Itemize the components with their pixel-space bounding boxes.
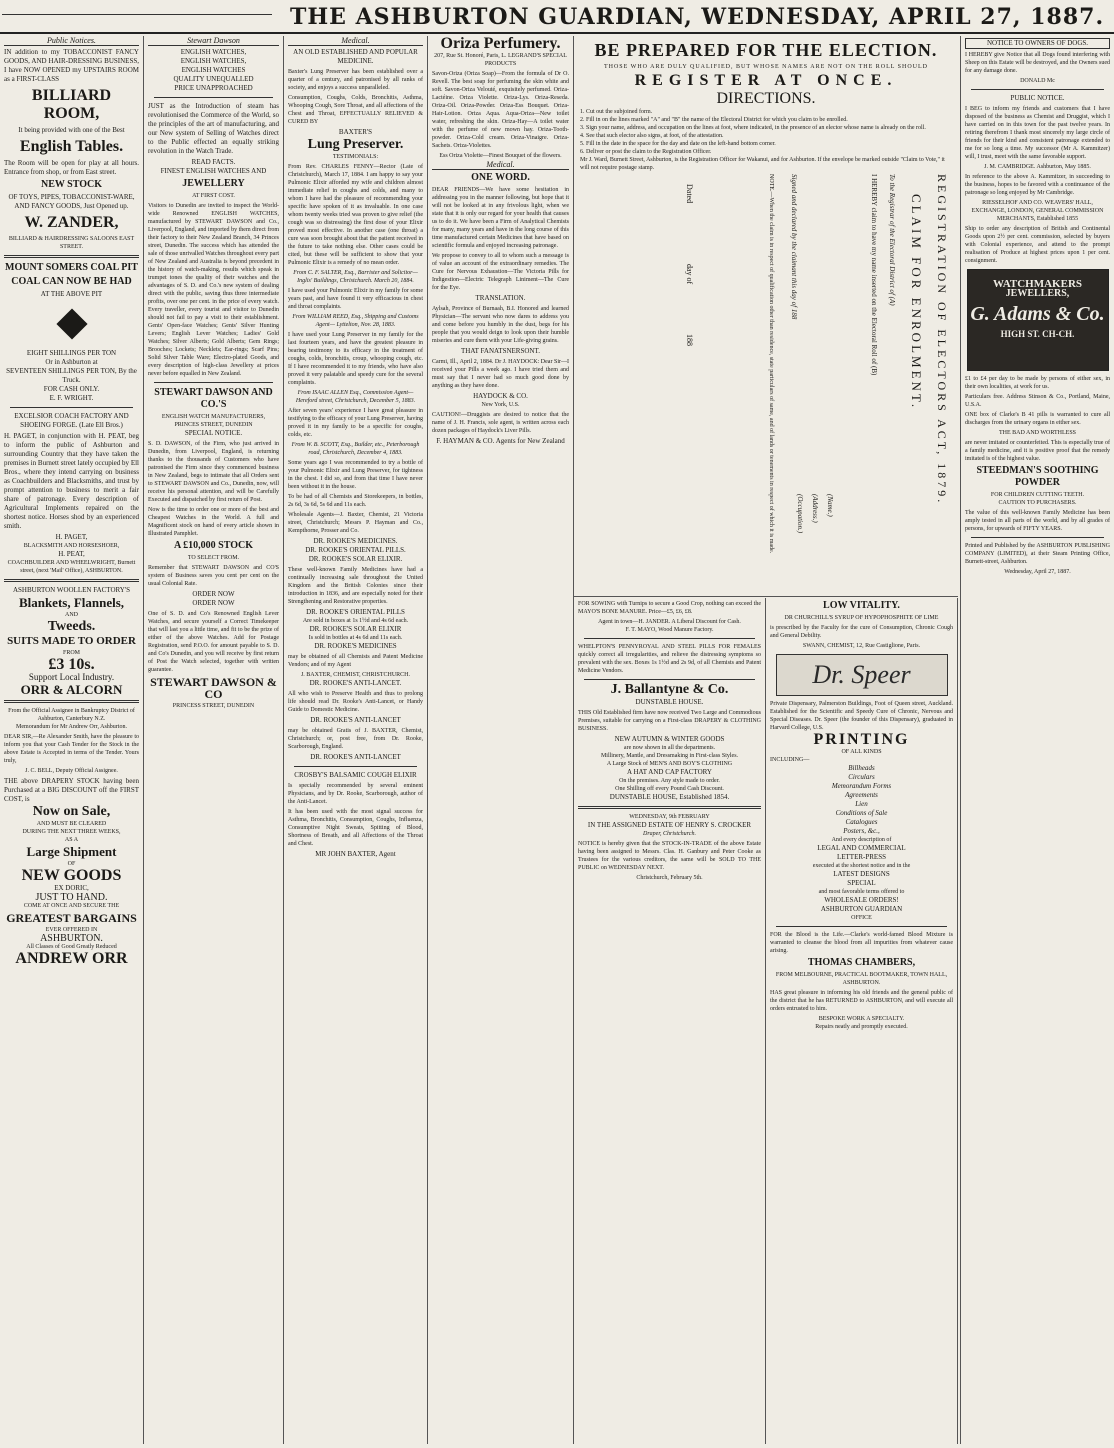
estate-heading: IN THE ASSIGNED ESTATE OF HENRY S. CROCKER	[587, 821, 752, 829]
rooke-heading: DR. ROOKE'S MEDICINES.	[313, 537, 398, 545]
ex-doric: EX DORIC,	[54, 884, 89, 892]
note-line: NOTE.—When the claim is in respect of qualification other than residence, state particulars of same, and of lands or tenements in respect of which it is made.	[768, 174, 774, 554]
stewart-dawson-footer: STEWART DAWSON & CO	[150, 675, 277, 701]
divider	[4, 700, 139, 703]
zander-name: W. ZANDER,	[24, 214, 119, 231]
election-block	[574, 36, 958, 597]
coal-heading: MOUNT SOMERS COAL PIT	[5, 262, 138, 273]
dr-speer-logo: Dr. Speer	[776, 654, 948, 696]
public-notice: PUBLIC NOTICE.	[1010, 94, 1065, 102]
tables-body: The Room will be open for play at all hours. Entrance from shop, or from East street.	[4, 159, 139, 176]
day-of-label: day of	[685, 264, 694, 285]
testimonial-sig: From WILLIAM REED, Esq., Shipping and Customs Agent— Lyttelton, Nov. 28, 1883.	[292, 314, 419, 328]
crosby-sig: MR JOHN BAXTER, Agent	[315, 850, 396, 858]
assignee-memo: Memorandum for Mr Andrew Orr, Ashburton.	[16, 724, 127, 730]
stock-heading: NEW STOCK	[40, 179, 103, 190]
print-item: Conditions of Sale	[835, 809, 888, 817]
print-item: Lien	[855, 800, 868, 808]
oriza-body: Savon-Oriza (Oriza Soap)—From the formula of Dr O. Revell. The best soap for perfuming the skin white and soft. Savon-Oriza Velouté, exquisitely perfumed. Oriza-Lactéine. Oriza Violette. Oriza-Lys. Oriza-Reseda. Oriza-Oil. Oriza-Powder. Oriza-Ess Bouquet. Oriza-Hair-Lotion. Oriza Aqua. Aqua-Oriza—New toilet water, refreshing the skin. Oriza-Hay—A toilet water with the perfume of new mown hay. Oriza-Tooth-powder. Oriza-Cold cream. Oriza-Vinaigre. Oriza-Sachets. Oriza-Violettes.	[432, 71, 569, 149]
coach-sig: COACHBUILDER AND WHEELWRIGHT, Burnett street, (next 'Mail' Office), ASHBURTON.	[7, 560, 136, 574]
divider	[4, 255, 139, 258]
factory-sub: ENGLISH WATCH MANUFACTURERS,	[161, 414, 266, 420]
print-line: executed at the shortest notice and in the	[812, 863, 911, 869]
logo-line: JEWELLERS,	[1005, 288, 1070, 299]
signed-line: Signed and declared by the claimant this day of 188	[790, 174, 798, 320]
as-a-label: AS A	[64, 837, 79, 843]
dogs-sig: DONALD Mc	[1020, 78, 1055, 84]
billiard-heading: BILLIARD ROOM,	[31, 87, 112, 122]
old-medicine-heading: AN OLD ESTABLISHED AND POPULAR MEDICINE.	[293, 48, 418, 65]
rooke-elixir-price: Is sold in bottles at 4s 6d and 11s each.	[308, 635, 403, 641]
cambridge-body: I BEG to inform my friends and customers that I have disposed of the business as Chemist and Druggist, which I have carried on in this town for the past twelve years. In retiring therefrom I thank most sincerely my large circle of friends for their kind and consistent patronage extended to me for so long a time. My successor (Mr A. Kammitzer) will, I trust, meet with the same favorable support.	[965, 106, 1110, 160]
ever-offered: EVER OFFERED IN	[45, 927, 98, 933]
testimonial: After seven years' experience I have great pleasure in testifying to the efficacy of your Lung Preserver, having proved it in my family to be a specific for coughs, colds, etc.	[288, 408, 423, 438]
cash-discount: One Shilling off every Pound Cash Discount.	[615, 786, 724, 792]
select-from: TO SELECT FROM.	[187, 555, 240, 561]
election-title: BE PREPARED FOR THE ELECTION.	[594, 40, 938, 60]
directions-heading: DIRECTIONS.	[716, 90, 816, 107]
print-item: Billheads	[848, 764, 875, 772]
earn-body: Particulars free. Address Stinson & Co., Portland, Maine, U.S.A.	[965, 394, 1110, 408]
section-label: Public Notices.	[4, 36, 139, 46]
dogs-body: I HEREBY give Notice that all Dogs found interfering with Sheep on this Estate will be destroyed, and the Owners sued for any damage done.	[965, 52, 1110, 74]
billiard-sub: It being provided with one of the Best	[18, 126, 125, 134]
riesselhof-body: Ship to order any description of British and Continental Goods upon 2½ per cent. commission, selected by buyers with Colonial experience, and attend to the prompt realisation of Produce at highest prices upon 1 per cent. consignment.	[965, 226, 1110, 264]
coal-cash: FOR CASH ONLY.	[43, 385, 100, 393]
divider	[971, 89, 1104, 90]
coal-at-pit: AT THE ABOVE PIT	[40, 290, 103, 298]
remember-body: Remember that STEWART DAWSON and CO'S system of Business saves you cent per cent on the usual Colonial Rate.	[148, 565, 279, 587]
drapery-intro: THE above DRAPERY STOCK having been Purchased at a BIG DISCOUNT off the FIRST COST, is	[4, 777, 139, 803]
watches-body: Visitors to Dunedin are invited to inspect the World-wide Renowned ENGLISH WATCHES, manufactured by STEWART DAWSON and Co., Liverpool, England, and imported by them direct from their factory to their New Zealand Branch, 34 Princes street, Dunedin. The success which has attended the sale of those unrivalled Watches throughout every part of New Zealand and Australia is beyond precedent in the history of watch-making, results which speak in trumpet tones the quality of their watches and the advantages of S. D. and Co.'s new system of dealing direct with the public, saving thus three intermediate profits, over one per cent. in the price of every watch. Every traveller, every tourist and visitor to Dunedin should not fail to pay a visit to their establishment. Gents' Open-face Watches; Gents' Silver Hunting Levers; English Lever Watches; Ladies' Gold Watches; Silver Alberts; Gold Alberts; Gem Rings; Brooches; Lockets; Necklets; Ear-rings; Scarf Pins; Solid Silver Table Ware; Electro-plated Goods, and every description of high-class Jewellery at prices never before equalled in New Zealand.	[148, 203, 279, 377]
anti-lancet-2: DR. ROOKE'S ANTI-LANCET	[310, 716, 401, 724]
bad-heading: THE BAD AND WORTHLESS	[998, 430, 1077, 436]
estate-date: Christchurch, February 5th.	[636, 875, 703, 881]
testimonial-sig: From W. B. SCOTT, Esq., Builder, etc., Peterborough road, Christchurch, December 4, 1883.	[291, 442, 420, 456]
section-label: Stewart Dawson	[148, 36, 279, 46]
special-body: S. D. DAWSON, of the Firm, who just arrived in Dunedin, from Liverpool, England, is returning thanks to the thousands of Customers who have patronised the Firm since they commenced business in New Zealand, begs to intimate that all Orders sent to STEWART DAWSON and Co., Dunedin, now, will receive his personal attention, and will be Carefully Executed and dispatched by first return of Post.	[148, 441, 279, 503]
new-goods: NEW GOODS	[21, 867, 122, 884]
print-line: SPECIAL	[847, 879, 876, 887]
section-label: Medical.	[432, 160, 569, 170]
print-line: And every description of	[831, 837, 892, 843]
earn-ad: £1 to £4 per day to be made by persons of either sex, in their own localities, at work for us.	[965, 376, 1110, 390]
logo-line: G. Adams & Co.	[970, 303, 1105, 325]
bespoke: BESPOKE WORK A SPECIALTY.	[818, 1016, 905, 1022]
riesselhof-heading: RIESSELHOF AND CO. WEAVERS' HALL, EXCHANGE, LONDON, GENERAL COMMISSION MERCHANTS, Established 1855	[971, 200, 1104, 222]
testimonial: I have used your Pulmonic Elixir in my family for some years past, and have found it very efficacious in chest and throat complaints.	[288, 288, 423, 310]
coach-heading: EXCELSIOR COACH FACTORY AND SHOEING FORGE. (Late Ell Bros.)	[14, 412, 129, 429]
election-sub: THOSE WHO ARE DULY QUALIFIED, BUT WHOSE NAMES ARE NOT ON THE ROLL SHOULD	[603, 64, 929, 70]
print-item: Posters, &c.,	[843, 827, 880, 835]
claim-statement: I HEREBY claim to have my name inserted on the Electoral Roll of (B)	[870, 174, 878, 376]
testimonial-sig: From ISAAC ALLEN Esq., Commission Agent— Hereford street, Christchurch, December 5, 1883.	[295, 390, 416, 404]
ballantyne-heading: J. Ballantyne & Co.	[610, 682, 729, 697]
large-shipment: Large Shipment	[26, 844, 117, 859]
divider	[10, 407, 133, 408]
finest-heading: FINEST ENGLISH WATCHES AND	[160, 167, 267, 175]
clarke-ad: FOR the Blood is the Life.—Clarke's world-famed Blood Mixture is warranted to cleanse the blood from all impurities from whatever cause arising.	[770, 932, 953, 954]
price-line: PRICE UNAPPROACHED	[174, 84, 253, 92]
churchill-body: is prescribed by the Faculty for the cure of Consumption, Chronic Cough and General Debility.	[770, 625, 953, 639]
direction: 4. See that such elector also signs, at foot, of the attestation.	[580, 133, 724, 139]
stockists: To be had of all Chemists and Storekeepers, in bottles, 2s 6d, 3s 6d, 5s 6d and 11s each.	[288, 494, 423, 508]
directions-list	[574, 108, 958, 172]
dunstable-established: DUNSTABLE HOUSE, Established 1854.	[609, 793, 730, 801]
claim-title: CLAIM FOR ENROLMENT.	[909, 194, 924, 411]
watches-intro: JUST as the Introduction of steam has revolutionised the Commerce of the World, so the principles of the art of manufacturing, and our New system of Selling of Watches direct to the Public effected an equally striking revolution in the Watch Trade.	[148, 102, 279, 155]
register-heading: REGISTER AT ONCE.	[634, 72, 898, 89]
coach-sig: H. PAGET,	[55, 533, 88, 541]
suits-heading: SUITS MADE TO ORDER	[7, 635, 136, 647]
address-field-label: (Address.)	[811, 494, 819, 523]
factory-address: PRINCES STREET, DUNEDIN	[174, 422, 253, 428]
stock-heading: A £10,000 STOCK	[174, 540, 253, 551]
special-heading: SPECIAL NOTICE.	[184, 429, 243, 437]
factory-heading: STEWART DAWSON AND CO.'S	[154, 387, 273, 410]
and-label: AND	[65, 612, 78, 618]
name-field-label: (Name.)	[826, 494, 834, 517]
rooke-pills-2: DR. ROOKE'S ORIENTAL PILLS	[306, 608, 405, 616]
all-kinds: OF ALL KINDS	[841, 749, 882, 755]
quality-line: QUALITY UNEQUALLED	[173, 75, 254, 83]
direction: 5. Fill in the date in the space for the day and date on the left-hand bottom corner.	[580, 141, 776, 147]
including: INCLUDING—	[770, 757, 810, 763]
translation-body: Aylsah, Province of Burnaah, B.I. Honored and learned Physician—The servant who now dares to address you and come before you humbly in the dust, begs for his people that you would deign to look upon their humble miseries and cure them with your Life-giving grains.	[432, 306, 569, 344]
autumn-goods: NEW AUTUMN & WINTER GOODS	[614, 735, 725, 743]
crosby-body: Is specially recommended by several eminent Physicians, and by Dr. Rooke, Scarborough, author of the Anti-Lancet.	[288, 783, 423, 805]
column-3	[284, 36, 428, 1444]
orr-alcorn: ORR & ALCORN	[20, 682, 123, 697]
column-4	[428, 36, 574, 1444]
churchill-syrup: DR CHURCHILL'S SYRUP OF HYPOPHOSPHITE OF LIME	[784, 615, 939, 621]
diamond-ornament-icon	[56, 308, 87, 339]
first-cost: AT FIRST COST.	[192, 193, 235, 199]
lung-body: Baxter's Lung Preserver has been established over a quarter of a century, and patronised by all ranks of society, and enjoys a success unparalleled.	[288, 69, 423, 91]
masthead-title: THE ASHBURTON GUARDIAN, WEDNESDAY, APRIL 27, 1887.	[290, 4, 1105, 30]
estate-sub: Draper, Christchurch.	[643, 831, 696, 837]
read-facts: READ FACTS.	[191, 158, 236, 166]
divider	[584, 638, 755, 639]
adams-logo	[967, 269, 1109, 371]
translation-body-2: Carmi, Ill., April 2, 1884. Dr J. HAYDOCK: Dear Sir—I received your Pills a week ago. I have tried them and must say that I never had so much good done by anything as they have done.	[432, 359, 569, 389]
woollen-heading: ASHBURTON WOOLLEN FACTORY'S	[12, 586, 130, 594]
repairs: Repairs neatly and promptly executed.	[815, 1024, 908, 1030]
special-body-2: Now is the time to order one or more of the best and Cheapest Watches in the World. A full and Magnificent stock on hand of every article shown in Illustrated Pamphlet.	[148, 507, 279, 537]
coach-sig: BLACKSMITH AND HORSESHOER,	[23, 543, 120, 549]
rooke-medicines: DR. ROOKE'S MEDICINES	[314, 642, 397, 650]
classes-reduced: All Classes of Good Greatly Reduced	[26, 944, 117, 950]
now-on-sale: Now on Sale,	[32, 804, 111, 819]
rooke-elixir-2: DR. ROOKE'S SOLAR ELIXIR	[309, 625, 402, 633]
caution: CAUTION!—Druggists are desired to notice that the name of J. H. Francis, sole agent, is written across each dozen packages of Haydock's Liver Pills.	[432, 412, 569, 434]
coal-price: EIGHT SHILLINGS PER TON	[26, 349, 117, 357]
coal-sub: COAL CAN NOW BE HAD	[11, 276, 132, 287]
translation-heading: TRANSLATION.	[475, 294, 526, 302]
watches-line: ENGLISH WATCHES,	[180, 57, 247, 65]
hat-premises: On the premises. Any style made to order.	[619, 778, 720, 784]
logo-line: WATCHMAKERS	[992, 278, 1083, 290]
baxters: BAXTER'S	[338, 128, 373, 136]
watches-line: ENGLISH WATCHES	[181, 66, 246, 74]
coal-sig: E. F. WRIGHT.	[49, 394, 94, 402]
departments: are now shown in all the departments.	[623, 745, 716, 751]
haydock: HAYDOCK & CO.	[473, 392, 528, 400]
during-weeks: DURING THE NEXT THREE WEEKS,	[22, 829, 121, 835]
pills-ad: WHELPTON'S PENNYROYAL AND STEEL PILLS FOR FEMALES quickly correct all irregularities, and relieve the distressing symptoms so prevalent with the sex. Boxes 1s 1½d and 2s 9d, of all Chemists and Patent Medicine Vendors.	[578, 644, 761, 674]
testimonial-sig: From C. F. SALTER, Esq., Barrister and Solicitor— Inglis' Buildings, Christchurch. March 20, 1884.	[293, 270, 418, 284]
rooke-elixir: DR. ROOKE'S SOLAR ELIXIR.	[308, 555, 403, 563]
order-body: One of S. D. and Co's Renowned English Lever Watches, and secure yourself a Correct Timekeeper that will last you a little time, and fit to be the prize of either of the above Watches. Add for Postage Registration, send P.O.O. for amount payable to S. D. and Co's Dunedin, and you will receive by first return of Post the Watch selected, together with written guarantee.	[148, 611, 279, 673]
one-word-heading: ONE WORD.	[471, 172, 530, 183]
steedman-caution: CAUTION TO PURCHASERS.	[998, 500, 1077, 506]
divider	[584, 679, 755, 680]
manure-ad: FOR SOWING with Turnips to secure a Good Crop, nothing can exceed the MAYO'S BONE MANURE. Price—£5, £6, £8.	[578, 601, 761, 615]
testimonial: From Rev. CHARLES FENNY—Rector (Late of Christchurch), March 17, 1884. I am happy to say your Pulmonic Elixir afforded my wife and children almost immediate relief in coughs and colds, and many to whom I have had the pleasure of recommending your specific have spoken of it as invaluable. In one case whom twenty weeks tried was proven to give relief (the cough was so distressing) the first dose of your Elixir proved most effective. In another case (one throat) a cure was soon brought about that the patient received in the future to take nothing else. Other cases could be cited, but these will be sufficient to show that your Pulmonic Elixir is a remedy of no mean order.	[288, 164, 423, 266]
manure-sig: F. T. MAYO, Wood Manure Factory.	[625, 627, 714, 633]
order-now: ORDER NOW	[192, 599, 235, 607]
print-line: OFFICE	[851, 915, 872, 921]
baxter-agent: J. BAXTER, CHEMIST, CHRISTCHURCH.	[300, 672, 411, 678]
millinery: Millinery, Mantle, and Dressmaking in First-class Styles.	[600, 753, 739, 759]
anti-lancet-body-2: may be obtained Gratis of J. BAXTER, Chemist, Christchurch; or, post free, from Dr. Rooke, Scarborough, England.	[288, 728, 423, 750]
ballantyne-body: THIS Old Established firm have now received Two Large and Commodious Premises, suitable for carrying on a First-class DRAPERY & CLOTHING BUSINESS.	[578, 710, 761, 732]
steedman-heading: STEEDMAN'S SOOTHING POWDER	[976, 465, 1099, 488]
oriza-heading: Oriza Perfumery.	[440, 36, 561, 52]
anti-lancet: DR. ROOKE'S ANTI-LANCET.	[309, 679, 402, 687]
masthead	[0, 0, 1114, 34]
section-label: Medical.	[288, 36, 423, 46]
rooke-pills-price: Are sold in boxes at 1s 1½d and 4s 6d each.	[302, 618, 409, 624]
translation-2: THAT FANATSNERSONT.	[461, 347, 540, 355]
rooke-body: These well-known Family Medicines have had a continually increasing sale throughout the United Kingdom and the British Colonies since their introduction in 1836, and are especially noted for their Strengthening and Restorative properties.	[288, 567, 423, 605]
registrar-line: To the Registrar of the Electoral District of (A)	[888, 174, 896, 306]
column-5	[574, 598, 766, 1444]
claim-form	[574, 164, 958, 594]
order-now: ORDER NOW	[192, 590, 235, 598]
bad-body: are never imitated or counterfeited. This is especially true of a family medicine, and it is positive proof that the remedy imitated is of the highest value.	[965, 440, 1110, 462]
divider	[4, 579, 139, 582]
divider	[294, 766, 417, 767]
thomas-body: HAS great pleasure in informing his old friends and the general public of the district that he has RETURNED to ASHBURTON, and will execute all orders entrusted to him.	[770, 990, 953, 1012]
printing-heading: PRINTING	[813, 731, 910, 748]
crosby-heading: CROSBY'S BALSAMIC COUGH ELIXIR	[294, 771, 417, 779]
direction: 3. Sign your name, address, and occupation on the lines at foot, where indicated, in the presence of an elector whose name is already on the roll.	[580, 125, 926, 131]
divider	[154, 382, 273, 383]
direction: 6. Deliver or post the claim to the Registration Officer.	[580, 149, 712, 155]
thomas-sub: FROM MELBOURNE, PRACTICAL BOOTMAKER, TOWN HALL, ASHBURTON.	[775, 972, 948, 986]
coal-truck: SEVENTEEN SHILLINGS PER TON, By the Truck.	[6, 367, 137, 384]
print-line: LEGAL AND COMMERCIAL	[817, 844, 906, 852]
direction: Mr J. Ward, Burnett Street, Ashburton, is the Registration Officer for Wakanui, and for Ashburton. If the envelope be marked outside "Claim to Vote," it will not require postage stamp.	[580, 157, 945, 171]
crosby-body-2: It has been used with the most signal success for Asthma, Bronchitis, Consumption, Coughs, Influenza, Consumptive Night Sweats, Spitting of Blood, Shortness of Breath, and all Affections of the Throat and Chest.	[288, 809, 423, 847]
testimonial: Some years ago I was recommended to try a bottle of your Pulmonic Elixir and Lung Preserver, for tightness in the chest. I did so, and from that time I have never been without it in the house.	[288, 460, 423, 490]
lung-body-2: Consumption, Coughs, Colds, Bronchitis, Asthma, Whooping Cough, Sore Throat, and all affections of the Chest and Throat, EFFECTUALLY RELIEVED & CURED BY	[288, 95, 423, 125]
imprint: Printed and Published by the ASHBURTON PUBLISHING COMPANY (LIMITED), at their Steam Printing Office, Burnett-street, Ashburton.	[965, 543, 1110, 565]
dated-label: Dated	[685, 184, 694, 204]
tables-heading: English Tables.	[19, 138, 124, 155]
suits-price: £3 10s.	[48, 656, 95, 673]
logo-line: HIGH ST. CH-CH.	[1000, 329, 1075, 339]
hat-factory: A HAT AND CAP FACTORY	[627, 768, 712, 776]
swann-sig: SWANN, CHEMIST, 12, Rue Castiglione, Paris.	[802, 643, 921, 649]
print-line: ASHBURTON GUARDIAN	[820, 905, 903, 913]
hayman-agent: F. HAYMAN & CO. Agents for New Zealand	[436, 437, 565, 445]
steedman-body: The value of this well-known Family Medicine has been amply tested in all parts of the world, and by all grades of persons, for upwards of FIFTY YEARS.	[965, 510, 1110, 532]
print-item: Agreements	[845, 791, 878, 799]
divider	[578, 806, 761, 809]
occupation-field-label: (Occupation.)	[796, 494, 804, 534]
speer-body: Private Dispensary, Palmerston Buildings, Foot of Queen street, Auckland. Established for the Scientific and Speedy Cure of Chronic, Nervous and Special Diseases. Dr. Speer (the founder of this Dispensary), graduated in Harvard College, U.S.	[770, 701, 953, 731]
manure-agent: Agent in town—H. JANDER. A Liberal Discount for Cash.	[598, 619, 741, 625]
zander-sub: BILLIARD & HAIRDRESSING SALOONS EAST STREET.	[8, 236, 135, 250]
tobacconist-intro: IN addition to my TOBACCONIST FANCY GOODS, AND HAIR-DRESSING BUSINESS, I have NOW OPENED my UPSTAIRS ROOM as a FIRST-CLASS	[4, 48, 139, 83]
lung-preserver: Lung Preserver.	[307, 137, 404, 152]
imprint-date: Wednesday, April 27, 1887.	[1004, 569, 1071, 575]
divider	[971, 537, 1104, 538]
of-label: OF	[67, 861, 76, 867]
blankets-heading: Blankets, Flannels,	[18, 595, 125, 610]
print-line: and most favorable terms offered to	[818, 889, 905, 895]
year-label: 188	[685, 334, 694, 346]
stock-body: OF TOYS, PIPES, TOBACCONIST-WARE, AND FANCY GOODS, Just Opened up.	[8, 193, 135, 210]
kammitzer-body: In reference to the above A. Kammitzer, in succeeding to the business, hopes to be favored with a continuance of the patronage so long enjoyed by Mr Cambridge.	[965, 174, 1110, 196]
print-line: WHOLESALE ORDERS!	[824, 896, 899, 904]
coach-body: H. PAGET, in conjunction with H. PEAT, beg to inform the public of Ashburton and surrounding Country that they have taken the premises in Burnett street lately occupied by Ell Bros., where they intend carrying on business as Coachbuilders and Blacksmiths, and trust by prompt attention to business to merit a fair share of patronage. Every description of Agricultural Implements repaired on the shortest notice. Horses shod by an experienced smith.	[4, 432, 139, 530]
dogs-heading: NOTICE TO OWNERS OF DOGS.	[965, 38, 1110, 49]
column-7	[960, 36, 1114, 1444]
column-2	[144, 36, 284, 1444]
cambridge-sig: J. M. CAMBRIDGE. Ashburton, May 1885.	[984, 164, 1091, 170]
thomas-chambers: THOMAS CHAMBERS,	[807, 957, 916, 968]
testimonial: I have used your Lung Preserver in my family for the last fourteen years, and have the greatest pleasure in bearing testimony to its efficacy in the treatment of coughs, colds, bronchitis, croup, whooping cough, etc. If I have recommended it to my friends, who have also proved it very palatable and speedy cure for the several complaints.	[288, 332, 423, 386]
support-line: Support Local Industry.	[28, 672, 115, 682]
assignee-sig: J. C. BELL, Deputy Official Assignee.	[25, 768, 118, 774]
masthead-rule	[2, 14, 272, 15]
direction: 2. Fill in on the lines marked "A" and "B" the name of the Electoral District for which you claim to be enrolled.	[580, 117, 848, 123]
rooke-pills: DR. ROOKE'S ORIENTAL PILLS.	[305, 546, 406, 554]
print-line: LETTER-PRESS	[836, 853, 886, 861]
print-line: LATEST DESIGNS	[833, 870, 890, 878]
just-to-hand: JUST TO HAND.	[35, 892, 108, 903]
anti-lancet-body: All who wish to Preserve Health and thus to prolong life should read Dr. Rooke's Anti-Lancet, or Handy Guide to Domestic Medicine.	[288, 691, 423, 713]
steedman-sub: FOR CHILDREN CUTTING TEETH.	[990, 492, 1085, 498]
rooke-medicines-body: may be obtained of all Chemists and Patent Medicine Vendors; and of my Agent	[288, 654, 423, 668]
act-title: REGISTRATION OF ELECTORS ACT, 1879.	[935, 174, 949, 506]
print-item: Memorandum Forms	[831, 782, 892, 790]
clarke-pills: ONE box of Clarke's B 41 pills is warranted to cure all discharges from the urinary organs in either sex.	[965, 412, 1110, 426]
coal-ashburton: Or in Ashburton at	[45, 358, 98, 366]
anti-lancet-3: DR. ROOKE'S ANTI-LANCET	[310, 753, 401, 761]
one-word-body-2: We propose to convey to all to whom such a message is of value an account of the extraordinary remedies. The Cure for Nervous Exhaustion—The Victoria Pills for Indigestion—Electric Telegraph Liniment—The Cure for the Eye.	[432, 253, 569, 291]
haydock-city: New York, U.S.	[481, 402, 520, 408]
column-1	[0, 36, 144, 1444]
greatest-bargains: GREATEST BARGAINS	[6, 911, 137, 925]
divider	[154, 97, 273, 98]
one-word-body: DEAR FRIENDS—We have some hesitation in addressing you in the manner following, but hope that it will not be looked at in any frivolous light, when we state that it is only our regard for your health that causes us to do it. We have been a Firm of Analytical Chemists for many, many years and have in the long course of this time manufactured certain Medicines that have based on scientific formula and enjoyed increasing patronage.	[432, 187, 569, 249]
assignee-heading: From the Official Assignee in Bankruptcy District of Ashburton, Canterbury N.Z.	[8, 708, 135, 722]
ashburton-line: ASHBURTON.	[40, 933, 103, 944]
dunstable-house: DUNSTABLE HOUSE.	[635, 698, 704, 706]
divider	[776, 926, 947, 927]
column-6	[766, 598, 958, 1444]
oriza-sig: Ess Oriza Violette—Finest Bouquet of the flowers.	[439, 153, 562, 159]
come-at-once: COME AT ONCE AND SECURE THE	[23, 903, 120, 909]
print-item: Circulars	[848, 773, 875, 781]
estate-notice: NOTICE is hereby given that the STOCK-IN-TRADE of the above Estate having been assigned to Messrs. Clas. H. Ganbury and Peter Cooke as Trustees for the various creditors, the same will be SOLD TO THE PUBLIC on WEDNESDAY NEXT.	[578, 841, 761, 871]
from-label: FROM	[62, 650, 80, 656]
watches-line: ENGLISH WATCHES,	[180, 48, 247, 56]
sale-date: WEDNESDAY, 9th FEBRUARY	[629, 814, 710, 820]
testimonials: TESTIMONIALS:	[332, 154, 379, 160]
low-vitality: LOW VITALITY.	[823, 600, 900, 611]
must-be-cleared: AND MUST BE CLEARED	[36, 821, 107, 827]
jewellery-heading: JEWELLERY	[182, 178, 245, 189]
tweeds-heading: Tweeds.	[47, 619, 96, 634]
andrew-orr: ANDREW ORR	[15, 950, 128, 967]
direction: 1. Cut out the subjoined form.	[580, 109, 653, 115]
stewart-dawson-address: PRINCESS STREET, DUNEDIN	[172, 703, 255, 709]
wholesale-agents: Wholesale Agents—J. Baxter, Chemist, 21 Victoria street, Christchurch; Messrs P. Hayman and Co., Kempthorne, Prosser and Co.	[288, 512, 423, 534]
oriza-sub: 207, Rue St. Honoré, Paris, L. LEGRAND'S SPECIAL PRODUCTS	[434, 53, 567, 67]
assignee-body: DEAR SIR,—Re Alexander Smith, have the pleasure to inform you that your Cash Tender for the Stock in the above Estate is Accepted in terms of the Tender. Yours truly,	[4, 734, 139, 764]
coach-sig: H. PEAT,	[58, 550, 85, 558]
clothing: A Large Stock of MEN'S AND BOY'S CLOTHING	[606, 761, 733, 767]
print-item: Catalogues	[845, 818, 878, 826]
